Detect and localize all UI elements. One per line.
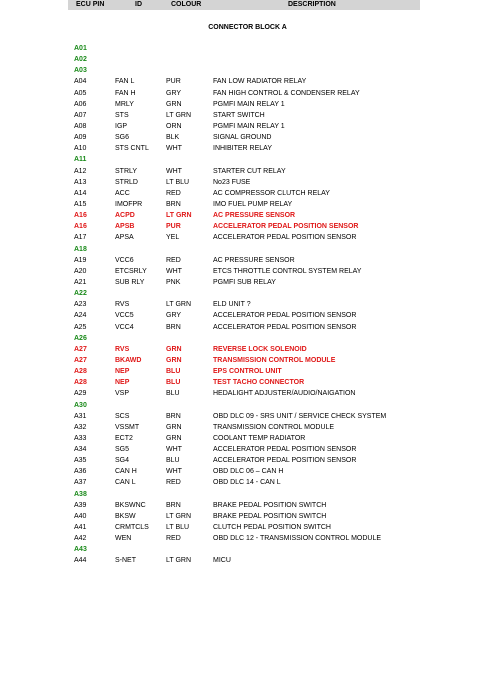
table-row [0, 99, 495, 110]
colour-cell: GRN [166, 100, 182, 108]
description-cell: TEST TACHO CONNECTOR [213, 379, 305, 387]
table-row [0, 477, 495, 488]
id-cell: VSSMT [115, 423, 140, 431]
id-cell: NEP [115, 379, 130, 387]
pin-cell: A03 [74, 67, 87, 75]
table-row [0, 466, 495, 477]
table-row [0, 355, 495, 366]
table-row [0, 388, 495, 399]
colour-cell: PUR [166, 78, 181, 86]
pin-cell: A40 [74, 512, 87, 520]
table-row [0, 511, 495, 522]
colour-cell: PNK [166, 278, 181, 286]
section-row [0, 43, 495, 54]
description-cell: OBD DLC 12 - TRANSMISSION CONTROL MODULE [213, 535, 382, 543]
id-cell: VCC6 [115, 256, 134, 264]
id-cell: NEP [115, 368, 130, 376]
pin-cell: A32 [74, 423, 87, 431]
description-cell: TRANSMISSION CONTROL MODULE [213, 356, 336, 364]
pin-cell: A20 [74, 267, 87, 275]
pin-cell: A21 [74, 278, 87, 286]
id-cell: ETCSRLY [115, 267, 147, 275]
description-cell: ACCELERATOR PEDAL POSITION SENSOR [213, 234, 357, 242]
pin-cell: A43 [74, 546, 87, 554]
colour-cell: BRN [166, 501, 181, 509]
id-cell: VSP [115, 390, 130, 398]
pin-cell: A23 [74, 301, 87, 309]
pin-cell: A28 [74, 368, 87, 376]
colour-cell: WHT [166, 267, 182, 275]
description-cell: SIGNAL GROUND [213, 134, 272, 142]
pin-cell: A25 [74, 323, 87, 331]
colour-cell: RED [166, 189, 181, 197]
description-cell: HEDALIGHT ADJUSTER/AUDIO/NAIGATION [213, 390, 356, 398]
description-cell: FAN LOW RADIATOR RELAY [213, 78, 307, 86]
id-cell: SCS [115, 412, 130, 420]
table-row [0, 322, 495, 333]
colour-cell: GRY [166, 89, 182, 97]
header-id: ID [135, 1, 142, 8]
colour-cell: GRN [166, 434, 182, 442]
table-row [0, 210, 495, 221]
table-row [0, 143, 495, 154]
description-cell: ACCELERATOR PEDAL POSITION SENSOR [213, 323, 357, 331]
description-cell: AC PRESSURE SENSOR [213, 212, 296, 220]
id-cell: ECT2 [115, 434, 133, 442]
id-cell: STRLY [115, 167, 138, 175]
table-row [0, 277, 495, 288]
pin-cell: A35 [74, 457, 87, 465]
colour-cell: WHT [166, 167, 182, 175]
pin-cell: A44 [74, 557, 87, 565]
table-row [0, 422, 495, 433]
description-cell: ACCELERATOR PEDAL POSITION SENSOR [213, 446, 357, 454]
id-cell: RVS [115, 345, 130, 353]
section-row [0, 65, 495, 76]
pin-cell: A06 [74, 100, 87, 108]
pin-cell: A42 [74, 535, 87, 543]
table-row [0, 500, 495, 511]
table-row [0, 177, 495, 188]
description-cell: START SWITCH [213, 111, 265, 119]
pin-cell: A41 [74, 524, 87, 532]
section-row [0, 288, 495, 299]
table-row [0, 344, 495, 355]
id-cell: IMOFPR [115, 200, 143, 208]
id-cell: ACC [115, 189, 130, 197]
pin-cell: A16 [74, 223, 87, 231]
colour-cell: RED [166, 256, 181, 264]
colour-cell: LT GRN [166, 212, 192, 220]
colour-cell: LT GRN [166, 512, 192, 520]
pin-cell: A27 [74, 356, 87, 364]
section-row [0, 400, 495, 411]
description-cell: OBD DLC 09 - SRS UNIT / SERVICE CHECK SYSTEM [213, 412, 387, 420]
table-row [0, 76, 495, 87]
id-cell: IGP [115, 122, 128, 130]
description-cell: OBD DLC 14 - CAN L [213, 479, 281, 487]
id-cell: SG4 [115, 457, 130, 465]
id-cell: WEN [115, 535, 132, 543]
description-cell: IMO FUEL PUMP RELAY [213, 200, 293, 208]
colour-cell: WHT [166, 145, 182, 153]
table-row [0, 555, 495, 566]
table-row [0, 444, 495, 455]
description-cell: MICU [213, 557, 231, 565]
table-row [0, 310, 495, 321]
pin-cell: A29 [74, 390, 87, 398]
description-cell: PGMFI MAIN RELAY 1 [213, 122, 285, 130]
description-cell: ETCS THROTTLE CONTROL SYSTEM RELAY [213, 267, 362, 275]
pin-table [0, 43, 495, 567]
description-cell: COOLANT TEMP RADIATOR [213, 434, 306, 442]
column-header-bar [68, 0, 420, 10]
pin-cell: A13 [74, 178, 87, 186]
colour-cell: PUR [166, 223, 181, 231]
colour-cell: LT BLU [166, 178, 190, 186]
pin-cell: A27 [74, 345, 87, 353]
section-row [0, 544, 495, 555]
id-cell: S-NET [115, 557, 136, 565]
table-row [0, 266, 495, 277]
pin-cell: A28 [74, 379, 87, 387]
table-row [0, 121, 495, 132]
colour-cell: YEL [166, 234, 180, 242]
description-cell: PGMFI MAIN RELAY 1 [213, 100, 285, 108]
id-cell: FAN H [115, 89, 136, 97]
pin-cell: A22 [74, 290, 87, 298]
table-row [0, 299, 495, 310]
table-row [0, 255, 495, 266]
pin-cell: A19 [74, 256, 87, 264]
section-row [0, 154, 495, 165]
table-row [0, 377, 495, 388]
table-row [0, 221, 495, 232]
connector-block-title: CONNECTOR BLOCK A [208, 24, 287, 31]
section-row [0, 333, 495, 344]
description-cell: TRANSMISSION CONTROL MODULE [213, 423, 335, 431]
id-cell: BKSWNC [115, 501, 146, 509]
description-cell: REVERSE LOCK SOLENOID [213, 345, 307, 353]
pin-cell: A02 [74, 56, 87, 64]
id-cell: BKSW [115, 512, 136, 520]
id-cell: RVS [115, 301, 130, 309]
colour-cell: BLU [166, 379, 181, 387]
id-cell: SG5 [115, 446, 130, 454]
id-cell: STRLD [115, 178, 138, 186]
description-cell: FAN HIGH CONTROL & CONDENSER RELAY [213, 89, 360, 97]
pin-cell: A16 [74, 212, 87, 220]
description-cell: EPS CONTROL UNIT [213, 368, 282, 376]
table-row [0, 88, 495, 99]
pin-cell: A24 [74, 312, 87, 320]
table-row [0, 455, 495, 466]
pin-cell: A12 [74, 167, 87, 175]
pin-cell: A01 [74, 45, 87, 52]
description-cell: ACCELERATOR PEDAL POSITION SENSOR [213, 312, 357, 320]
pin-cell: A10 [74, 145, 87, 153]
table-row [0, 366, 495, 377]
colour-cell: BLK [166, 134, 180, 142]
colour-cell: WHT [166, 446, 182, 454]
colour-cell: LT BLU [166, 524, 190, 532]
description-cell: BRAKE PEDAL POSITION SWITCH [213, 512, 327, 520]
table-row [0, 188, 495, 199]
id-cell: CRMTCLS [115, 524, 149, 532]
description-cell: BRAKE PEDAL POSITION SWITCH [213, 501, 327, 509]
colour-cell: BRN [166, 412, 181, 420]
description-cell: INHIBITER RELAY [213, 145, 272, 153]
header-ecu-pin: ECU PIN [76, 1, 105, 8]
pin-cell: A18 [74, 245, 87, 253]
table-row [0, 522, 495, 533]
id-cell: STS CNTL [115, 145, 149, 153]
description-cell: No23 FUSE [213, 178, 251, 186]
pin-cell: A04 [74, 78, 87, 86]
pin-cell: A34 [74, 446, 87, 454]
section-row [0, 54, 495, 65]
table-row [0, 110, 495, 121]
description-cell: AC COMPRESSOR CLUTCH RELAY [213, 189, 330, 197]
table-row [0, 199, 495, 210]
pin-cell: A31 [74, 412, 87, 420]
pin-cell: A38 [74, 490, 87, 498]
pin-cell: A05 [74, 89, 87, 97]
id-cell: VCC5 [115, 312, 134, 320]
pin-cell: A30 [74, 401, 87, 409]
colour-cell: RED [166, 535, 181, 543]
colour-cell: BRN [166, 323, 181, 331]
colour-cell: GRN [166, 356, 182, 364]
description-cell: PGMFI SUB RELAY [213, 278, 276, 286]
colour-cell: BLU [166, 368, 181, 376]
table-row [0, 411, 495, 422]
colour-cell: GRN [166, 345, 182, 353]
colour-cell: LT GRN [166, 301, 192, 309]
header-description: DESCRIPTION [288, 1, 336, 8]
id-cell: CAN L [115, 479, 136, 487]
pin-cell: A37 [74, 479, 87, 487]
description-cell: STARTER CUT RELAY [213, 167, 286, 175]
table-row [0, 433, 495, 444]
colour-cell: RED [166, 479, 181, 487]
table-row [0, 533, 495, 544]
colour-cell: LT GRN [166, 557, 192, 565]
colour-cell: ORN [166, 122, 182, 130]
pin-cell: A07 [74, 111, 87, 119]
pin-cell: A36 [74, 468, 87, 476]
description-cell: ACCELERATOR PEDAL POSITION SENSOR [213, 457, 357, 465]
pin-cell: A17 [74, 234, 87, 242]
description-cell: OBD DLC 06 – CAN H [213, 468, 284, 476]
description-cell: AC PRESSURE SENSOR [213, 256, 295, 264]
pin-cell: A11 [74, 156, 87, 164]
pin-cell: A26 [74, 334, 87, 342]
colour-cell: LT GRN [166, 111, 192, 119]
pin-cell: A15 [74, 200, 87, 208]
colour-cell: BLU [166, 457, 180, 465]
section-row [0, 489, 495, 500]
pin-cell: A14 [74, 189, 87, 197]
pin-cell: A09 [74, 134, 87, 142]
table-row [0, 166, 495, 177]
id-cell: CAN H [115, 468, 137, 476]
description-cell: ACCELERATOR PEDAL POSITION SENSOR [213, 223, 359, 231]
id-cell: MRLY [115, 100, 134, 108]
pin-cell: A08 [74, 122, 87, 130]
header-colour: COLOUR [171, 1, 202, 8]
id-cell: BKAWD [115, 356, 142, 364]
pin-cell: A33 [74, 434, 87, 442]
id-cell: FAN L [115, 78, 135, 86]
table-row [0, 232, 495, 243]
id-cell: SG6 [115, 134, 130, 142]
id-cell: STS [115, 111, 129, 119]
id-cell: ACPD [115, 212, 135, 220]
id-cell: APSA [115, 234, 134, 242]
pin-cell: A39 [74, 501, 87, 509]
description-cell: ELD UNIT ? [213, 301, 251, 309]
colour-cell: WHT [166, 468, 182, 476]
colour-cell: GRY [166, 312, 182, 320]
id-cell: SUB RLY [115, 278, 145, 286]
id-cell: APSB [115, 223, 135, 231]
description-cell: CLUTCH PEDAL POSITION SWITCH [213, 524, 331, 532]
colour-cell: GRN [166, 423, 182, 431]
section-row [0, 244, 495, 255]
colour-cell: BLU [166, 390, 180, 398]
table-row [0, 132, 495, 143]
colour-cell: BRN [166, 200, 181, 208]
id-cell: VCC4 [115, 323, 134, 331]
